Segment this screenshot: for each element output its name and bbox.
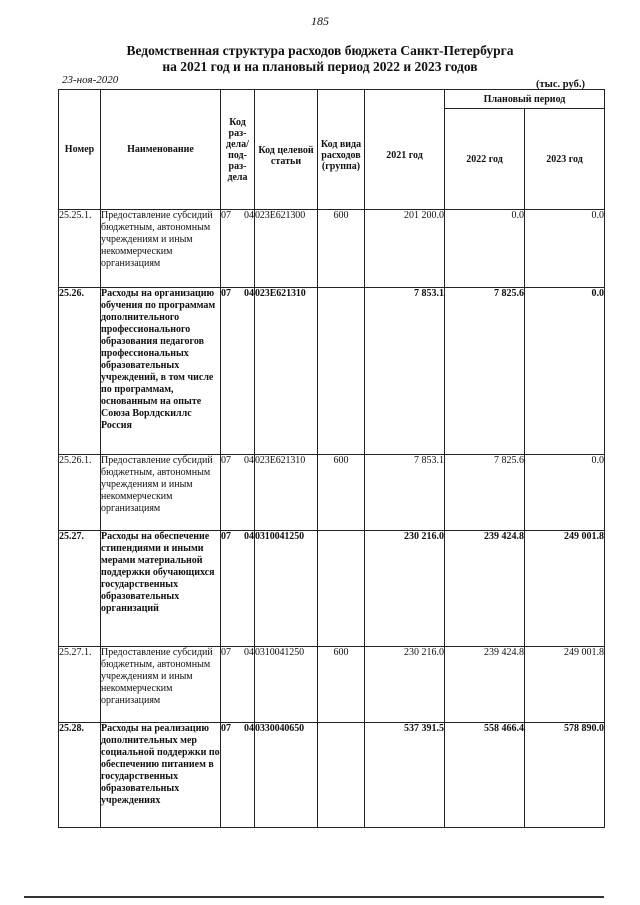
header-plan-period: Плановый период — [445, 90, 605, 109]
header-number: Номер — [59, 90, 101, 210]
row-razdel — [221, 531, 255, 647]
row-vr: 600 — [318, 647, 365, 723]
table-row — [59, 455, 605, 531]
row-2023: 249 001.8 — [525, 647, 605, 723]
razdel-code: 07 — [221, 288, 231, 299]
row-name: Расходы на реализацию дополнительных мер социальной поддержки по обеспечению питанием в государственных образовательных учреждениях — [101, 723, 221, 828]
row-vr — [318, 723, 365, 828]
row-2022: 0.0 — [445, 210, 525, 288]
row-vr — [318, 531, 365, 647]
row-2021: 7 853.1 — [365, 288, 445, 455]
row-number: 25.25.1. — [59, 210, 101, 288]
row-name: Предоставление субсидий бюджетным, автономным учреждениям и иным некоммерческим организациям — [101, 455, 221, 531]
row-name: Предоставление субсидий бюджетным, автономным учреждениям и иным некоммерческим организациям — [101, 647, 221, 723]
title-line-2: на 2021 год и на плановый период 2022 и 2023 годов — [162, 59, 478, 74]
table-row — [59, 531, 605, 647]
header-row-1 — [59, 90, 605, 109]
podrazdel-code: 04 — [244, 531, 254, 542]
header-2021: 2021 год — [365, 90, 445, 210]
row-2022: 558 466.4 — [445, 723, 525, 828]
row-number: 25.27.1. — [59, 647, 101, 723]
row-name: Расходы на обеспечение стипендиями и иными мерами материальной поддержки обучающихся государственных образовательных организаций — [101, 531, 221, 647]
row-2023: 0.0 — [525, 210, 605, 288]
row-2022: 7 825.6 — [445, 455, 525, 531]
razdel-code: 07 — [221, 210, 231, 221]
row-2022: 239 424.8 — [445, 647, 525, 723]
header-vr: Код вида расходов (группа) — [318, 90, 365, 210]
row-csr: 023E621310 — [255, 455, 318, 531]
page-number: 185 — [311, 14, 329, 28]
budget-table — [58, 89, 605, 828]
row-vr — [318, 288, 365, 455]
header-csr: Код целевой статьи — [255, 90, 318, 210]
row-name: Предоставление субсидий бюджетным, автономным учреждениям и иным некоммерческим организациям — [101, 210, 221, 288]
document-title — [0, 43, 640, 75]
header-2023: 2023 год — [525, 109, 605, 210]
razdel-code: 07 — [221, 455, 231, 466]
row-2023: 0.0 — [525, 455, 605, 531]
row-2021: 230 216.0 — [365, 531, 445, 647]
row-2023: 578 890.0 — [525, 723, 605, 828]
header-razdel: Код раз-дела/ под-раз-дела — [221, 90, 255, 210]
row-razdel — [221, 210, 255, 288]
podrazdel-code: 04 — [244, 210, 254, 221]
podrazdel-code: 04 — [244, 723, 254, 734]
title-line-1: Ведомственная структура расходов бюджета Санкт-Петербурга — [126, 43, 514, 58]
row-csr: 0330040650 — [255, 723, 318, 828]
podrazdel-code: 04 — [244, 288, 254, 299]
row-razdel — [221, 288, 255, 455]
row-razdel — [221, 647, 255, 723]
table-row — [59, 723, 605, 828]
row-2021: 201 200.0 — [365, 210, 445, 288]
row-name: Расходы на организацию обучения по программам дополнительного профессионального образования педагогов профессиональных образовательных учреждений, в том числе по программам, основанным на опыте Союза Ворлдскиллс Россия — [101, 288, 221, 455]
razdel-code: 07 — [221, 647, 231, 658]
row-csr: 023E621310 — [255, 288, 318, 455]
row-2021: 230 216.0 — [365, 647, 445, 723]
header-2022: 2022 год — [445, 109, 525, 210]
row-csr: 0310041250 — [255, 531, 318, 647]
razdel-code: 07 — [221, 723, 231, 734]
table-row — [59, 210, 605, 288]
podrazdel-code: 04 — [244, 647, 254, 658]
table-row — [59, 647, 605, 723]
podrazdel-code: 04 — [244, 455, 254, 466]
units-label: (тыс. руб.) — [536, 79, 585, 90]
row-2022: 7 825.6 — [445, 288, 525, 455]
row-vr: 600 — [318, 210, 365, 288]
row-2023: 249 001.8 — [525, 531, 605, 647]
row-csr: 0310041250 — [255, 647, 318, 723]
row-csr: 023E621300 — [255, 210, 318, 288]
row-vr: 600 — [318, 455, 365, 531]
bottom-divider — [24, 896, 604, 898]
row-2021: 537 391.5 — [365, 723, 445, 828]
document-date: 23-ноя-2020 — [62, 74, 119, 86]
row-number: 25.27. — [59, 531, 101, 647]
row-2022: 239 424.8 — [445, 531, 525, 647]
row-2023: 0.0 — [525, 288, 605, 455]
row-razdel — [221, 723, 255, 828]
row-number: 25.26. — [59, 288, 101, 455]
row-number: 25.26.1. — [59, 455, 101, 531]
row-2021: 7 853.1 — [365, 455, 445, 531]
table-row — [59, 288, 605, 455]
header-name: Наименование — [101, 90, 221, 210]
row-razdel — [221, 455, 255, 531]
razdel-code: 07 — [221, 531, 231, 542]
row-number: 25.28. — [59, 723, 101, 828]
